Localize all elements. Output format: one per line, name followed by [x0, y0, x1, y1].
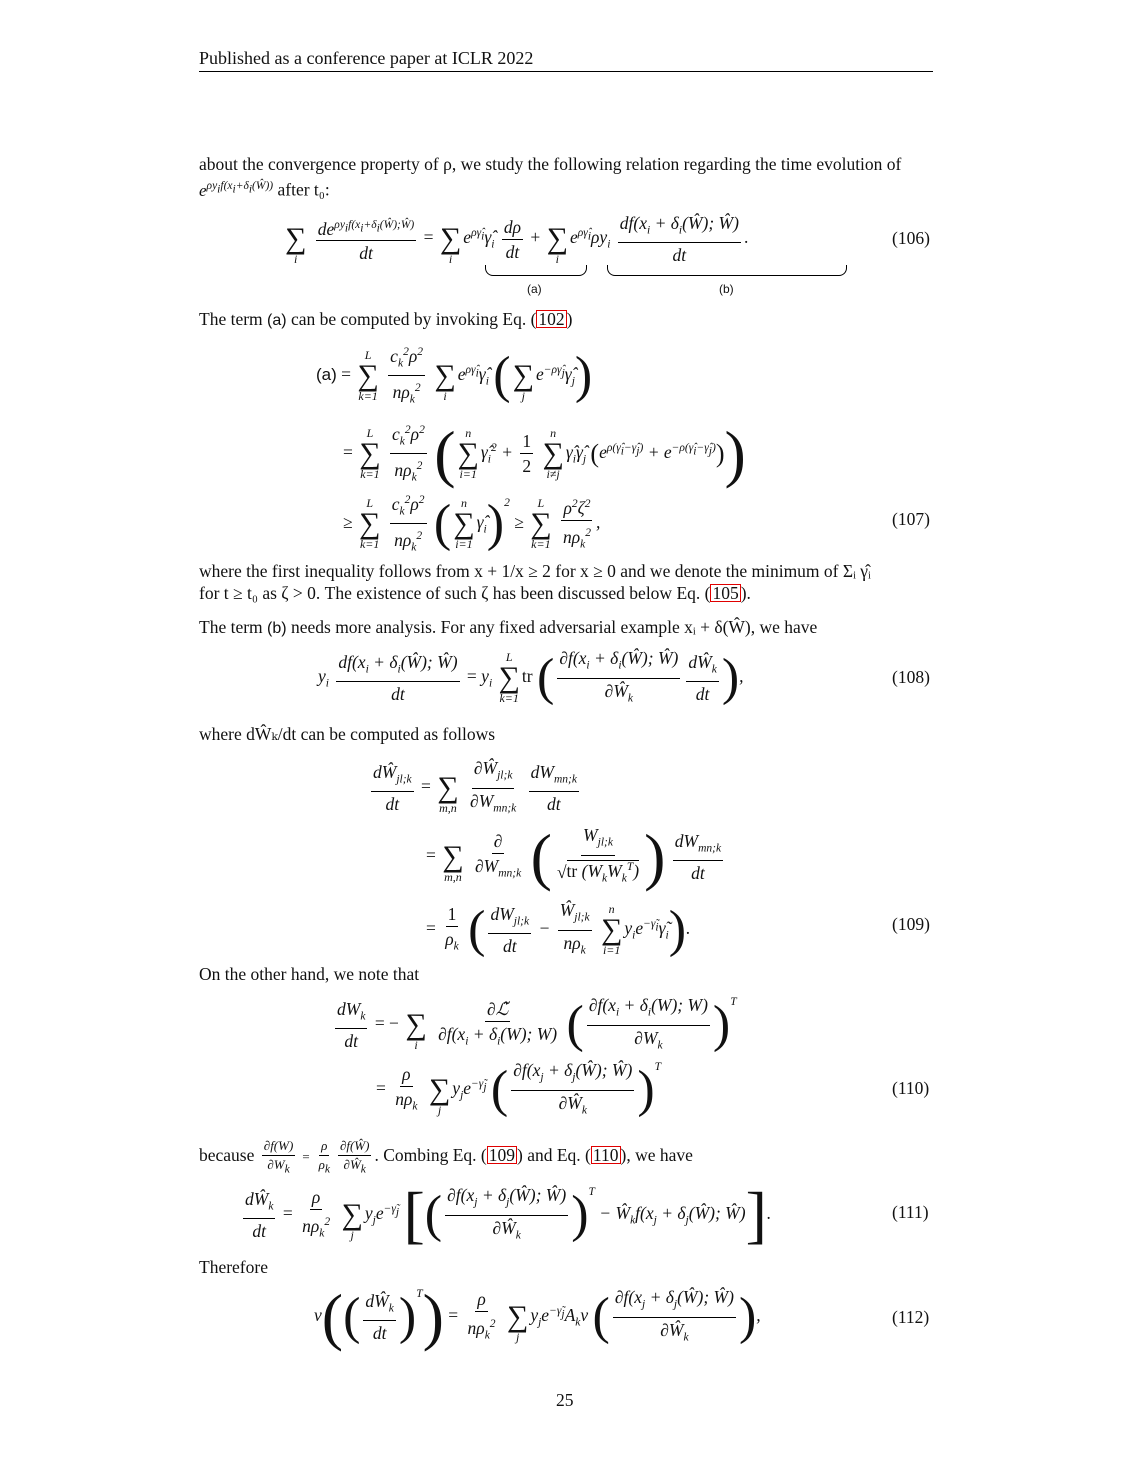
- equation-107-line3: ≥ L ∑ k=1 $\frac{c_k^2\rho^2}{n\rho_k^2}$ ( n ∑ i=1 $\gammâ_i)^2$ ≥ L ∑ k=1 $\frac{\rho^2\zeta^2}{n\rho_k^2}$ ,: [343, 490, 600, 558]
- underbrace-label-b: (b): [719, 282, 734, 296]
- paragraph-term-b: The term (b) needs more analysis. For any fixed adversarial example xᵢ + δ(Ŵ), we have: [199, 617, 818, 637]
- running-header: Published as a conference paper at ICLR 2022: [199, 48, 534, 68]
- eq-link-102[interactable]: 102: [538, 309, 565, 329]
- after-t0-text: after t₀:: [273, 179, 330, 200]
- equation-number-108: (108): [892, 667, 930, 687]
- paragraph-intro: [199, 153, 935, 202]
- paragraph-inequality-note: where the first inequality follows from x + 1/x ≥ 2 for x ≥ 0 and we denote the minimum of Σᵢ γ̂ᵢ for t ≥ t₀ as ζ > 0. The existence of such ζ has been discussed below Eq. ( 105 ).: [199, 561, 871, 603]
- eq107-lhs-label: (a): [316, 364, 337, 384]
- underbrace-label-a: (a): [527, 282, 542, 296]
- equation-number-109: (109): [892, 914, 930, 934]
- equation-109-line3: = $\frac{1}{\rho_k}$ ( $\frac{dW_{jl;k}}{dt}$ − $\frac{Ŵ_{jl;k}}{n\rho_k}$ n ∑ i=1 $y_ie^{-\gammã_i}\gammã_i$).: [426, 900, 691, 958]
- page-number: 25: [556, 1390, 574, 1410]
- term-a-label: (a): [267, 312, 287, 329]
- underbrace-a: [485, 265, 587, 276]
- paragraph-dwk: where dŴₖ/dt can be computed as follows: [199, 724, 496, 744]
- equation-110-line2: = $\frac{\rho}{n\rho_k}$ ∑ j $y_je^{-\gammã_j}$ ( $\frac{\partial f(x_j + \delta_j(Ŵ); Ŵ)}{\partial Ŵ_k}$ )$^T$: [376, 1060, 662, 1118]
- paragraph-because: because $\frac{\partial f(W)}{\partial W_k}$ = $\frac{\rho}{\rho_k}$ $\frac{\partial f(Ŵ)}{\partial Ŵ_k}$ . Combing Eq. ( 109 ) and Eq. ( 110 ), we have: [199, 1138, 693, 1176]
- paragraph-term-a: The term (a) can be computed by invoking Eq. ( 102 ): [199, 309, 573, 329]
- equation-number-107: (107): [892, 509, 930, 529]
- equation-111: $\frac{dŴ_k}{dt}$ = $\frac{\rho}{n\rho_k^2}$ ∑ j $y_je^{-\gammã_j}$ [( $\frac{\partial f(x_j + \delta_j(Ŵ); Ŵ)}{\partial Ŵ_k}$ )$^T - Ŵ_kf(x_j$ + $\delta_j(Ŵ)$; Ŵ)].: [245, 1179, 772, 1250]
- equation-109-line1: $\frac{dŴ_{jl;k}}{dt}$ = ∑ m,n $\frac{\partial Ŵ_{jl;k}}{\partial W_{mn;k}}$ $\frac{dW_{mn;k}}{dt}$: [373, 758, 577, 815]
- equation-112: v(( $\frac{dŴ_k}{dt}$ )$^T$) = $\frac{\rho}{n\rho_k^2}$ ∑ j $y_je^{-\gammã_j}A_kv$ ( $\frac{\partial f(x_j + \delta_j(Ŵ); Ŵ)}{\partial Ŵ_k}$ ),: [314, 1281, 761, 1352]
- equation-106: ∑ i $\frac{de^{\rho y_if(x_i+\delta_i(Ŵ);Ŵ)}}{dt}$ = ∑ i $e^{\rho\gammâ_i}\gammâ_i$ $\frac{d\rho}{dt}$ + ∑ i $e^{\rho\gammâ_i}\rho y_i$ $\frac{df(x_i + \delta_i(Ŵ); Ŵ)}{dt}$ .: [285, 212, 749, 266]
- paragraph-intro-line1: about the convergence property of ρ, we study the following relation regarding the time evolution of: [199, 154, 902, 174]
- equation-107-line1: (a) = L ∑ k=1 $\frac{c_k^2\rho^2}{n\rho_k^2}$ ∑ i $e^{\rho\gammâ_i}\gammâ_i$ ( ∑ j $e^{-\rho\gammâ_j}\gammâ_j$): [316, 342, 592, 410]
- term-b-label: (b): [267, 620, 287, 637]
- paragraph-therefore: Therefore: [199, 1257, 268, 1277]
- eq-link-110[interactable]: 110: [592, 1144, 619, 1165]
- equation-number-112: (112): [892, 1307, 930, 1327]
- underbrace-b: [607, 265, 847, 276]
- equation-109-line2: = ∑ m,n $\frac{\partial}{\partial W_{mn;k}}$ ( $\frac{W_{jl;k}}{√tr (W_kW_k^T)}$ ) $\frac{dW_{mn;k}}{dt}$: [426, 821, 722, 892]
- eq-link-105[interactable]: 105: [712, 583, 739, 603]
- eq-link-109[interactable]: 109: [488, 1144, 516, 1165]
- paragraph-intro-line2: $e^{\rho y_if(x_i+\delta_i(Ŵ))}$ after t₀:: [199, 179, 330, 200]
- header-rule: [199, 71, 933, 72]
- equation-number-111: (111): [892, 1202, 929, 1222]
- equation-108: $y_i$ $\frac{df(x_i + \delta_i(Ŵ); Ŵ)}{dt}$ = $y_i$ L ∑ k=1 tr ( $\frac{\partial f(x_i + \delta_i(Ŵ); Ŵ)}{\partial Ŵ_k}$ $\frac{dŴ_k}{dt}$ ),: [318, 648, 744, 706]
- equation-number-106: (106): [892, 228, 930, 248]
- equation-110-line1: $\frac{dW_k}{dt}$ = − ∑ i $\frac{\text{∂ℒ̃}}{\partial f(x_i + \delta_i(W); W)}$ ( $\frac{\partial f(x_i + \delta_i(W); W)}{\partial W_k}$ )$^T$: [337, 995, 737, 1053]
- equation-107-line2: = L ∑ k=1 $\frac{c_k^2\rho^2}{n\rho_k^2}$ ( n ∑ i=1 $\gammâ_i^2$ + $\frac{1}{2}$ n ∑ i≠j $\gammâ_i\gammâ_j$ $(e^{\rho(\gammâ_i-\gammâ_j)} + e^{-\rho(\gammâ_i-\gammâ_j)})$): [343, 417, 746, 489]
- equation-number-110: (110): [892, 1078, 930, 1098]
- paragraph-other-hand: On the other hand, we note that: [199, 964, 420, 984]
